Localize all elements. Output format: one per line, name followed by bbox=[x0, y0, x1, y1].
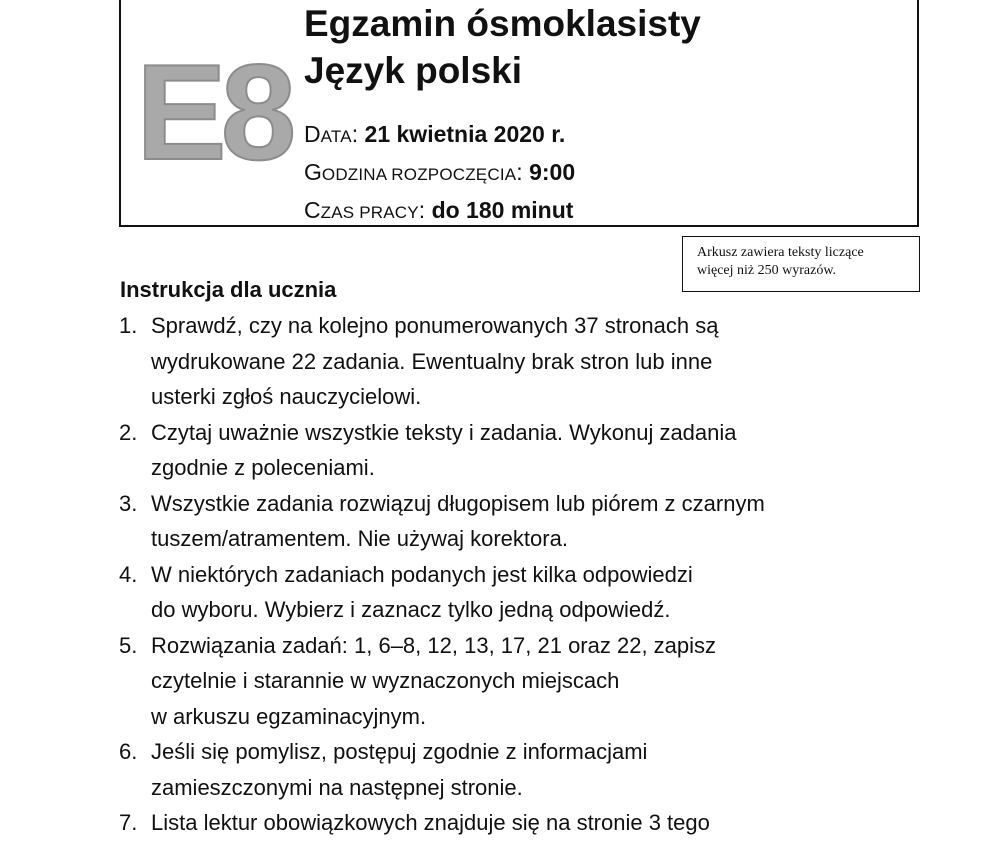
instruction-line: czytelnie i starannie w wyznaczonych miejscach bbox=[151, 668, 620, 693]
instruction-line: Sprawdź, czy na kolejno ponumerowanych 37 stronach są bbox=[151, 313, 719, 338]
instruction-line: do wyboru. Wybierz i zaznacz tylko jedną odpowiedź. bbox=[151, 597, 671, 622]
instruction-number: 6. bbox=[119, 739, 138, 764]
instruction-line: wydrukowane 22 zadania. Ewentualny brak stron lub inne bbox=[151, 348, 713, 374]
word-count-note bbox=[682, 236, 920, 292]
instruction-line: W niektórych zadaniach podanych jest kilka odpowiedzi bbox=[151, 561, 693, 587]
instruction-number: 1. bbox=[119, 313, 138, 338]
exam-start-value: 9:00 bbox=[529, 159, 576, 185]
instruction-line: zgodnie z poleceniami. bbox=[151, 455, 375, 480]
instructions-list bbox=[119, 308, 969, 841]
instruction-item-6 bbox=[119, 734, 969, 805]
instruction-item-5 bbox=[119, 628, 969, 735]
exam-date-value: 21 kwietnia 2020 r. bbox=[364, 121, 566, 147]
exam-title bbox=[304, 0, 701, 94]
exam-date-label-rest: ATA bbox=[320, 127, 352, 146]
exam-duration-label-rest: ZAS PRACY bbox=[320, 203, 419, 222]
instruction-line: usterki zgłoś nauczycielowi. bbox=[151, 384, 422, 409]
instruction-line: Wszystkie zadania rozwiązuj długopisem lub piórem z czarnym bbox=[151, 490, 765, 516]
exam-start-label-rest: ODZINA ROZPOCZĘCIA bbox=[321, 165, 517, 184]
instruction-item-4 bbox=[119, 557, 969, 628]
exam-duration-row: CZAS PRACY: do 180 minut bbox=[304, 197, 574, 223]
instruction-item-1 bbox=[119, 308, 969, 415]
instruction-line: Rozwiązania zadań: 1, 6–8, 12, 13, 17, 21 oraz 22, zapisz bbox=[151, 632, 717, 658]
exam-date-label-first: D bbox=[304, 121, 321, 147]
exam-start-row: GODZINA ROZPOCZĘCIA: 9:00 bbox=[304, 159, 576, 185]
exam-date-row: DATA: 21 kwietnia 2020 r. bbox=[304, 121, 566, 147]
instruction-number: 5. bbox=[119, 632, 138, 658]
instruction-item-7 bbox=[119, 805, 969, 841]
instruction-item-2 bbox=[119, 415, 969, 486]
note-line2: więcej niż 250 wyrazów. bbox=[697, 263, 837, 278]
instruction-line: zamieszczonymi na następnej stronie. bbox=[151, 774, 523, 800]
instruction-number: 2. bbox=[119, 419, 138, 445]
e8-logo-text: E8 bbox=[136, 36, 291, 188]
instruction-item-3 bbox=[119, 486, 969, 557]
exam-duration-label-first: C bbox=[304, 197, 321, 223]
exam-title-line1: Egzamin ósmoklasisty bbox=[304, 3, 701, 44]
instruction-line: Czytaj uważnie wszystkie teksty i zadania. Wykonuj zadania bbox=[151, 419, 737, 445]
note-line1: Arkusz zawiera teksty liczące bbox=[697, 245, 864, 260]
instruction-number: 7. bbox=[119, 810, 138, 835]
instruction-line: tuszem/atramentem. Nie używaj korektora. bbox=[151, 526, 568, 551]
instruction-line: w arkuszu egzaminacyjnym. bbox=[151, 703, 427, 729]
exam-subject: Język polski bbox=[304, 50, 523, 91]
instruction-number: 3. bbox=[119, 490, 138, 516]
instruction-line: Lista lektur obowiązkowych znajduje się na stronie 3 tego bbox=[151, 810, 710, 835]
exam-start-label-first: G bbox=[304, 159, 322, 185]
instructions-title: Instrukcja dla ucznia bbox=[120, 277, 337, 302]
instruction-line: Jeśli się pomylisz, postępuj zgodnie z informacjami bbox=[151, 739, 648, 764]
e8-logo bbox=[136, 36, 291, 188]
instruction-number: 4. bbox=[119, 561, 138, 587]
exam-duration-value: do 180 minut bbox=[431, 197, 574, 223]
